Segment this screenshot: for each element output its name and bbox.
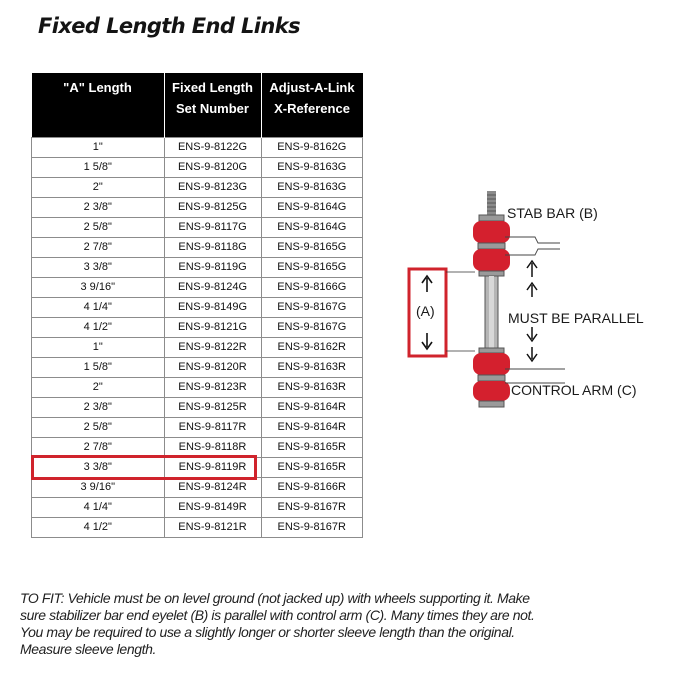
table-row: [32, 498, 363, 518]
bushing-top-upper: [473, 221, 510, 243]
a-down-arrow-icon: [422, 333, 432, 349]
header-line: Adjust-A-Link: [269, 80, 355, 95]
set-number-cell: ENS-9-8118G: [164, 238, 261, 258]
length-cell: 2": [32, 378, 165, 398]
header-a-length: [32, 73, 165, 138]
x-reference-cell: ENS-9-8164G: [261, 198, 363, 218]
stab-bar-eyelet: [478, 243, 505, 249]
set-number-cell: ENS-9-8120G: [164, 158, 261, 178]
threaded-stud-top: [487, 191, 496, 215]
table-row: [32, 218, 363, 238]
x-reference-cell: ENS-9-8165G: [261, 238, 363, 258]
washer-bottom: [479, 401, 504, 407]
table-row: [32, 418, 363, 438]
table-row: [32, 178, 363, 198]
stab-bar-outline: [505, 237, 560, 243]
x-reference-cell: ENS-9-8167G: [261, 298, 363, 318]
x-reference-cell: ENS-9-8165R: [261, 458, 363, 478]
table-row: [32, 358, 363, 378]
length-cell: 2 3/8": [32, 398, 165, 418]
control-arm-label: CONTROL ARM (C): [511, 382, 637, 398]
set-number-cell: ENS-9-8118R: [164, 438, 261, 458]
set-number-cell: ENS-9-8149R: [164, 498, 261, 518]
bushing-bottom-lower: [473, 381, 510, 401]
set-number-cell: ENS-9-8121R: [164, 518, 261, 538]
parallel-down-arrows-icon: [527, 327, 537, 361]
length-cell: 4 1/2": [32, 318, 165, 338]
bushing-bottom-upper: [473, 353, 510, 375]
length-cell: 4 1/4": [32, 498, 165, 518]
x-reference-cell: ENS-9-8164G: [261, 218, 363, 238]
set-number-cell: ENS-9-8122R: [164, 338, 261, 358]
x-reference-cell: ENS-9-8162G: [261, 138, 363, 158]
x-reference-cell: ENS-9-8164R: [261, 398, 363, 418]
length-cell: 2 3/8": [32, 198, 165, 218]
length-cell: 2 5/8": [32, 418, 165, 438]
set-number-cell: ENS-9-8117G: [164, 218, 261, 238]
length-cell: 1 5/8": [32, 158, 165, 178]
x-reference-cell: ENS-9-8166G: [261, 278, 363, 298]
length-cell: 2 7/8": [32, 438, 165, 458]
x-reference-cell: ENS-9-8164R: [261, 418, 363, 438]
set-number-cell: ENS-9-8122G: [164, 138, 261, 158]
length-cell: 1": [32, 338, 165, 358]
header-set-number: [164, 73, 261, 138]
washer-top: [479, 215, 504, 221]
control-arm-plate: [478, 375, 505, 381]
x-reference-cell: ENS-9-8165G: [261, 258, 363, 278]
parallel-up-arrows-icon: [527, 261, 537, 297]
length-cell: 3 9/16": [32, 278, 165, 298]
x-reference-cell: ENS-9-8162R: [261, 338, 363, 358]
set-number-cell: ENS-9-8125R: [164, 398, 261, 418]
page-title: Fixed Length End Links: [38, 14, 301, 38]
set-number-cell: ENS-9-8124R: [164, 478, 261, 498]
table-header-row: [32, 73, 363, 138]
a-up-arrow-icon: [422, 276, 432, 292]
washer-mid-bottom: [479, 348, 504, 353]
table-row: [32, 158, 363, 178]
table-row: [32, 238, 363, 258]
set-number-cell: ENS-9-8121G: [164, 318, 261, 338]
x-reference-cell: ENS-9-8167G: [261, 318, 363, 338]
must-be-parallel-label: MUST BE PARALLEL: [508, 310, 644, 326]
table-row: [32, 338, 363, 358]
x-reference-cell: ENS-9-8165R: [261, 438, 363, 458]
length-cell: 4 1/2": [32, 518, 165, 538]
length-cell: 4 1/4": [32, 298, 165, 318]
x-reference-cell: ENS-9-8167R: [261, 518, 363, 538]
bushing-top-lower: [473, 249, 510, 271]
length-cell: 2 7/8": [32, 238, 165, 258]
table-row: [32, 198, 363, 218]
stab-bar-label: STAB BAR (B): [507, 205, 598, 221]
table-row: [32, 478, 363, 498]
header-x-reference: [261, 73, 363, 138]
set-number-cell: ENS-9-8117R: [164, 418, 261, 438]
table-row: [32, 138, 363, 158]
set-number-cell: ENS-9-8119R: [164, 458, 261, 478]
x-reference-cell: ENS-9-8163R: [261, 378, 363, 398]
length-cell: 3 3/8": [32, 458, 165, 478]
x-reference-cell: ENS-9-8163R: [261, 358, 363, 378]
header-line: Set Number: [176, 101, 249, 116]
table-row: [32, 298, 363, 318]
table-row: [32, 398, 363, 418]
length-cell: 1": [32, 138, 165, 158]
x-reference-cell: ENS-9-8163G: [261, 178, 363, 198]
table-row: [32, 278, 363, 298]
length-cell: 2": [32, 178, 165, 198]
highlighted-row-outline: [31, 455, 257, 480]
set-number-cell: ENS-9-8149G: [164, 298, 261, 318]
set-number-cell: ENS-9-8125G: [164, 198, 261, 218]
header-line: Fixed Length: [172, 80, 253, 95]
set-number-cell: ENS-9-8120R: [164, 358, 261, 378]
header-line: "A" Length: [63, 80, 132, 95]
x-reference-cell: ENS-9-8167R: [261, 498, 363, 518]
length-cell: 2 5/8": [32, 218, 165, 238]
length-cell: 3 9/16": [32, 478, 165, 498]
length-cell: 1 5/8": [32, 358, 165, 378]
table-row: [32, 518, 363, 538]
set-number-cell: ENS-9-8123R: [164, 378, 261, 398]
x-reference-cell: ENS-9-8166R: [261, 478, 363, 498]
set-number-cell: ENS-9-8124G: [164, 278, 261, 298]
set-number-cell: ENS-9-8119G: [164, 258, 261, 278]
x-reference-cell: ENS-9-8163G: [261, 158, 363, 178]
table-row: [32, 318, 363, 338]
table-row: [32, 378, 363, 398]
header-line: X-Reference: [274, 101, 350, 116]
set-number-cell: ENS-9-8123G: [164, 178, 261, 198]
length-cell: 3 3/8": [32, 258, 165, 278]
a-dimension-label: (A): [416, 303, 435, 319]
table-row: [32, 258, 363, 278]
fitment-note: TO FIT: Vehicle must be on level ground (not jacked up) with wheels supporting it. Make sure stabilizer bar end eyelet (B) is parallel with control arm (C). Many times they are not. You may be required to use a slightly longer or shorter sleeve length than the original. Measure sleeve length.: [20, 590, 535, 657]
washer-mid-top: [479, 271, 504, 276]
